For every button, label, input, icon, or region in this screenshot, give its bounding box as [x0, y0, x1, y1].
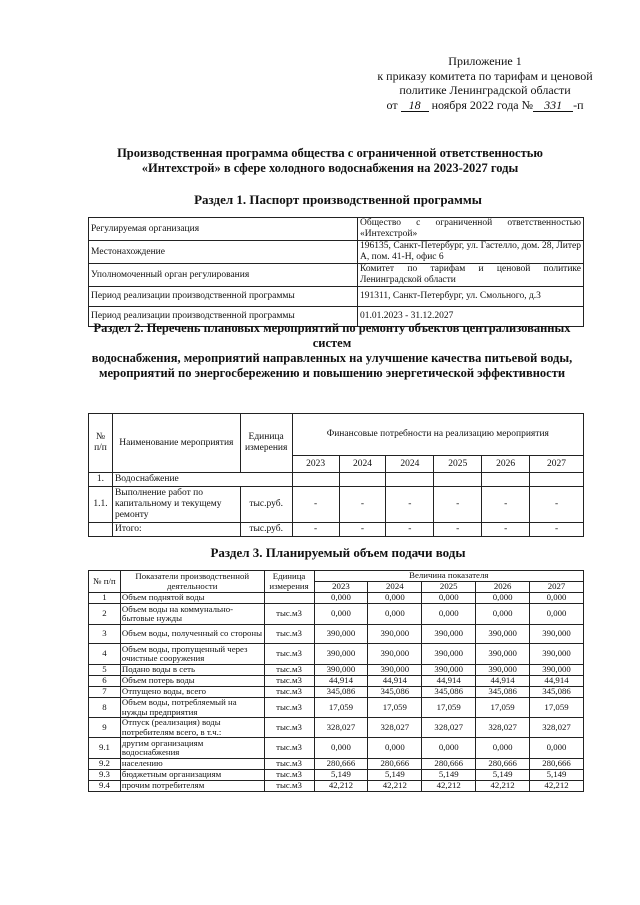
empty-cell — [482, 473, 530, 487]
volume-value: 345,086 — [314, 687, 368, 698]
volume-value: 5,149 — [314, 770, 368, 781]
volume-row — [89, 781, 584, 792]
measures-year: 2025 — [434, 456, 482, 473]
volume-row — [89, 687, 584, 698]
passport-label: Период реализации производственной программы — [89, 307, 358, 327]
volume-col-val: Величина показателя — [314, 571, 584, 582]
measures-row3-unit: тыс.руб. — [240, 523, 292, 537]
passport-value: 01.01.2023 - 31.12.2027 — [358, 307, 584, 327]
measures-row1-name: Водоснабжение — [112, 473, 292, 487]
volume-value: 0,000 — [314, 593, 368, 604]
volume-value: 280,666 — [476, 759, 530, 770]
passport-row — [89, 218, 584, 241]
volume-unit: тыс.м3 — [264, 770, 314, 781]
passport-value: 196135, Санкт-Петербург, ул. Гастелло, дом. 28, Литер А, пом. 41-Н, офис 6 — [358, 241, 584, 264]
volume-value: 0,000 — [476, 593, 530, 604]
volume-value: 390,000 — [530, 665, 584, 676]
volume-unit: тыс.м3 — [264, 738, 314, 759]
passport-label: Местонахождение — [89, 241, 358, 264]
volume-value: 345,086 — [476, 687, 530, 698]
volume-value: 42,212 — [530, 781, 584, 792]
measures-row3-value: - — [339, 523, 386, 537]
volume-num: 9.1 — [89, 738, 121, 759]
volume-value: 390,000 — [314, 644, 368, 665]
volume-year: 2026 — [476, 582, 530, 593]
volume-unit: тыс.м3 — [264, 698, 314, 718]
volume-num: 6 — [89, 676, 121, 687]
volume-name: бюджетным организациям — [120, 770, 264, 781]
measures-row3-value: - — [530, 523, 584, 537]
section2-heading — [82, 321, 582, 381]
volume-num: 4 — [89, 644, 121, 665]
volume-value: 0,000 — [530, 604, 584, 625]
appendix-line-1: Приложение 1 — [448, 54, 522, 68]
measures-row3-value: - — [386, 523, 434, 537]
appendix-month-year: ноября 2022 года № — [431, 97, 534, 112]
passport-row — [89, 241, 584, 264]
volume-name: Подано воды в сеть — [120, 665, 264, 676]
measures-table — [88, 413, 584, 537]
volume-num: 9.2 — [89, 759, 121, 770]
appendix-suffix: -п — [573, 97, 584, 112]
passport-value: Общество с ограниченной ответственностью «Интехстрой» — [358, 218, 584, 241]
volume-unit: тыс.м3 — [264, 644, 314, 665]
empty-cell — [434, 473, 482, 487]
volume-value: 390,000 — [476, 665, 530, 676]
volume-name: другим организациям водоснабжения — [120, 738, 264, 759]
passport-label: Регулируемая организация — [89, 218, 358, 241]
volume-value: 42,212 — [368, 781, 422, 792]
section2-heading-line-3: мероприятий по энергосбережению и повышению энергетической эффективности — [98, 366, 566, 380]
document-title — [100, 146, 560, 176]
measures-row2-value: - — [292, 487, 339, 523]
volume-year: 2027 — [530, 582, 584, 593]
passport-label: Уполномоченный орган регулирования — [89, 264, 358, 287]
volume-row — [89, 665, 584, 676]
measures-header-row — [89, 414, 584, 456]
volume-unit: тыс.м3 — [264, 687, 314, 698]
volume-row — [89, 718, 584, 738]
volume-value: 0,000 — [422, 604, 476, 625]
measures-row2-value: - — [482, 487, 530, 523]
measures-col-name: Наименование мероприятия — [112, 414, 240, 473]
volume-name: прочим потребителям — [120, 781, 264, 792]
measures-col-fin: Финансовые потребности на реализацию мероприятия — [292, 414, 583, 456]
appendix-line-3: политике Ленинградской области — [399, 83, 571, 97]
volume-value: 345,086 — [368, 687, 422, 698]
volume-value: 5,149 — [476, 770, 530, 781]
volume-num: 1 — [89, 593, 121, 604]
passport-table — [88, 217, 584, 327]
appendix-header — [360, 54, 610, 112]
appendix-day: 18 — [401, 98, 429, 112]
volume-value: 280,666 — [368, 759, 422, 770]
volume-value: 390,000 — [368, 644, 422, 665]
passport-row — [89, 264, 584, 287]
volume-value: 42,212 — [422, 781, 476, 792]
volume-value: 0,000 — [530, 738, 584, 759]
volume-num: 9.3 — [89, 770, 121, 781]
volume-name: населению — [120, 759, 264, 770]
passport-value: 191311, Санкт-Петербург, ул. Смольного, д.3 — [358, 287, 584, 307]
appendix-line-4 — [360, 98, 610, 113]
volume-unit: тыс.м3 — [264, 676, 314, 687]
volume-row — [89, 738, 584, 759]
volume-value: 5,149 — [530, 770, 584, 781]
volume-value: 0,000 — [314, 604, 368, 625]
volume-unit: тыс.м3 — [264, 604, 314, 625]
measures-row2-num: 1.1. — [89, 487, 113, 523]
measures-row3-value: - — [292, 523, 339, 537]
volume-name: Отпущено воды, всего — [120, 687, 264, 698]
volume-value: 17,059 — [314, 698, 368, 718]
volume-name: Отпуск (реализация) воды потребителям всего, в т.ч.: — [120, 718, 264, 738]
volume-value: 44,914 — [422, 676, 476, 687]
volume-row — [89, 604, 584, 625]
measures-row3-name: Итого: — [112, 523, 240, 537]
section2-heading-line-1: Раздел 2. Перечень плановых мероприятий по ремонту объектов централизованных систем — [93, 321, 571, 350]
section2-heading-line-2: водоснабжения, мероприятий направленных на улучшение качества питьевой воды, — [91, 351, 573, 365]
volume-value: 328,027 — [476, 718, 530, 738]
volume-name: Объем поднятой воды — [120, 593, 264, 604]
volume-col-num: № п/п — [89, 571, 121, 593]
volume-value: 328,027 — [368, 718, 422, 738]
volume-row — [89, 759, 584, 770]
measures-row-total — [89, 523, 584, 537]
volume-value: 44,914 — [314, 676, 368, 687]
volume-unit: тыс.м3 — [264, 625, 314, 644]
volume-value: 328,027 — [530, 718, 584, 738]
volume-value: 0,000 — [476, 738, 530, 759]
volume-row — [89, 593, 584, 604]
empty-cell — [386, 473, 434, 487]
volume-value: 390,000 — [422, 665, 476, 676]
appendix-line-2: к приказу комитета по тарифам и ценовой — [377, 68, 593, 83]
measures-year: 2024 — [339, 456, 386, 473]
passport-value: Комитет по тарифам и ценовой политике Ленинградской области — [358, 264, 584, 287]
volume-value: 345,086 — [530, 687, 584, 698]
volume-value: 390,000 — [314, 665, 368, 676]
volume-row — [89, 770, 584, 781]
measures-row2-value: - — [339, 487, 386, 523]
volume-value: 390,000 — [368, 625, 422, 644]
measures-row-repair — [89, 487, 584, 523]
measures-row2-name: Выполнение работ по капитальному и текущему ремонту — [112, 487, 240, 523]
volume-name: Объем воды, пропущенный через очистные сооружения — [120, 644, 264, 665]
empty-cell — [89, 523, 113, 537]
volume-unit: тыс.м3 — [264, 781, 314, 792]
measures-year: 2027 — [530, 456, 584, 473]
empty-cell — [530, 473, 584, 487]
volume-value: 280,666 — [314, 759, 368, 770]
volume-num: 2 — [89, 604, 121, 625]
volume-value: 0,000 — [314, 738, 368, 759]
volume-value: 280,666 — [530, 759, 584, 770]
volume-value: 390,000 — [530, 644, 584, 665]
volume-value: 390,000 — [314, 625, 368, 644]
volume-value: 44,914 — [476, 676, 530, 687]
measures-year: 2023 — [292, 456, 339, 473]
volume-header-row — [89, 571, 584, 582]
measures-col-unit: Единица измерения — [240, 414, 292, 473]
volume-value: 0,000 — [368, 593, 422, 604]
volume-row — [89, 676, 584, 687]
measures-col-num: № п/п — [89, 414, 113, 473]
passport-label: Период реализации производственной программы — [89, 287, 358, 307]
measures-year: 2026 — [482, 456, 530, 473]
measures-row2-value: - — [386, 487, 434, 523]
section3-heading: Раздел 3. Планируемый объем подачи воды — [210, 545, 466, 560]
volume-value: 345,086 — [422, 687, 476, 698]
volume-value: 5,149 — [368, 770, 422, 781]
volume-year: 2023 — [314, 582, 368, 593]
volume-unit — [264, 593, 314, 604]
volume-unit: тыс.м3 — [264, 665, 314, 676]
volume-name: Объем воды, полученный со стороны — [120, 625, 264, 644]
measures-row2-value: - — [434, 487, 482, 523]
volume-name: Объем потерь воды — [120, 676, 264, 687]
volume-value: 42,212 — [314, 781, 368, 792]
measures-row-water — [89, 473, 584, 487]
section1-heading: Раздел 1. Паспорт производственной программы — [194, 192, 482, 207]
volume-value: 0,000 — [368, 738, 422, 759]
volume-value: 17,059 — [530, 698, 584, 718]
measures-row2-unit: тыс.руб. — [240, 487, 292, 523]
volume-value: 328,027 — [422, 718, 476, 738]
volume-row — [89, 625, 584, 644]
volume-value: 0,000 — [422, 593, 476, 604]
volume-value: 44,914 — [368, 676, 422, 687]
volume-value: 17,059 — [476, 698, 530, 718]
volume-value: 17,059 — [368, 698, 422, 718]
volume-unit: тыс.м3 — [264, 718, 314, 738]
volume-value: 44,914 — [530, 676, 584, 687]
volume-name: Объем воды, потребляемый на нужды предприятия — [120, 698, 264, 718]
volume-num: 9 — [89, 718, 121, 738]
volume-col-unit: Единица измерения — [264, 571, 314, 593]
title-line-2: «Интехстрой» в сфере холодного водоснабжения на 2023-2027 годы — [141, 161, 519, 175]
volume-value: 390,000 — [476, 644, 530, 665]
volume-value: 17,059 — [422, 698, 476, 718]
volume-value: 42,212 — [476, 781, 530, 792]
volume-value: 390,000 — [422, 644, 476, 665]
volume-table — [88, 570, 584, 792]
appendix-number: 331 — [533, 98, 573, 112]
volume-value: 328,027 — [314, 718, 368, 738]
volume-name: Объем воды на коммунально-бытовые нужды — [120, 604, 264, 625]
volume-value: 5,149 — [422, 770, 476, 781]
passport-row — [89, 287, 584, 307]
volume-value: 0,000 — [530, 593, 584, 604]
measures-row3-value: - — [434, 523, 482, 537]
empty-cell — [292, 473, 339, 487]
volume-value: 390,000 — [368, 665, 422, 676]
volume-value: 0,000 — [422, 738, 476, 759]
measures-row2-value: - — [530, 487, 584, 523]
volume-row — [89, 698, 584, 718]
volume-value: 390,000 — [476, 625, 530, 644]
volume-value: 0,000 — [368, 604, 422, 625]
volume-unit: тыс.м3 — [264, 759, 314, 770]
empty-cell — [339, 473, 386, 487]
measures-row1-num: 1. — [89, 473, 113, 487]
volume-year: 2024 — [368, 582, 422, 593]
volume-num: 3 — [89, 625, 121, 644]
volume-col-name: Показатели производственной деятельности — [120, 571, 264, 593]
title-line-1: Производственная программа общества с ограниченной ответственностью — [117, 146, 543, 160]
volume-num: 9.4 — [89, 781, 121, 792]
volume-num: 5 — [89, 665, 121, 676]
measures-year: 2024 — [386, 456, 434, 473]
volume-value: 280,666 — [422, 759, 476, 770]
volume-value: 390,000 — [530, 625, 584, 644]
measures-row3-value: - — [482, 523, 530, 537]
volume-row — [89, 644, 584, 665]
volume-value: 390,000 — [422, 625, 476, 644]
volume-num: 7 — [89, 687, 121, 698]
volume-value: 0,000 — [476, 604, 530, 625]
appendix-from: от — [386, 97, 398, 112]
volume-num: 8 — [89, 698, 121, 718]
volume-year: 2025 — [422, 582, 476, 593]
